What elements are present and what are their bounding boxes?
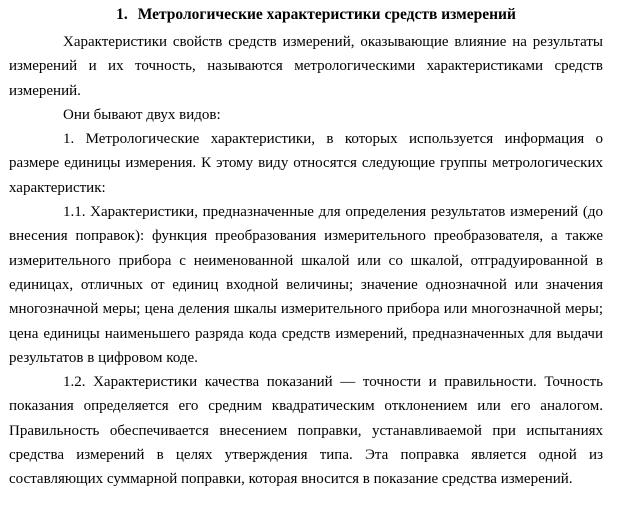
- paragraph-type-1-1: 1.1. Характеристики, предназначенные для определения результатов измерений (до внесения поправок): функция преобразования измерительного преобразователя, а также измерительного прибора с неименованной шкалой или со шкалой, отградуированной в единицах, отличных от единиц входной величины; значение однозначной или значения многозначной меры; цена деления шкалы измерительного прибора или многозначной меры; цена единицы наименьшего разряда кода средств измерений, предназначенных для выдачи результатов в цифровом коде.: [9, 204, 603, 366]
- section-heading: [9, 6, 603, 24]
- paragraph-type-1: 1. Метрологические характеристики, в которых используется информация о размере единицы измерения. К этому виду относятся следующие группы метрологических характеристик:: [9, 131, 603, 196]
- section-number: 1.: [116, 6, 128, 23]
- paragraph-definition: Характеристики свойств средств измерений, оказывающие влияние на результаты измерений и их точность, называются метрологическими характеристиками средств измерений.: [9, 34, 603, 99]
- section-title: Метрологические характеристики средств измерений: [137, 6, 516, 23]
- paragraph-two-types: Они бывают двух видов:: [63, 106, 221, 123]
- paragraph-type-1-2: 1.2. Характеристики качества показаний — точности и правильности. Точность показания определяется его средним квадратическим отклонением или его аналогом. Правильность обеспечивается внесением поправки, устанавливаемой при испытаниях средства измерений в целях утверждения типа. Эта поправка является одной из составляющих суммарной поправки, которая вносится в показание средства измерений.: [9, 374, 603, 488]
